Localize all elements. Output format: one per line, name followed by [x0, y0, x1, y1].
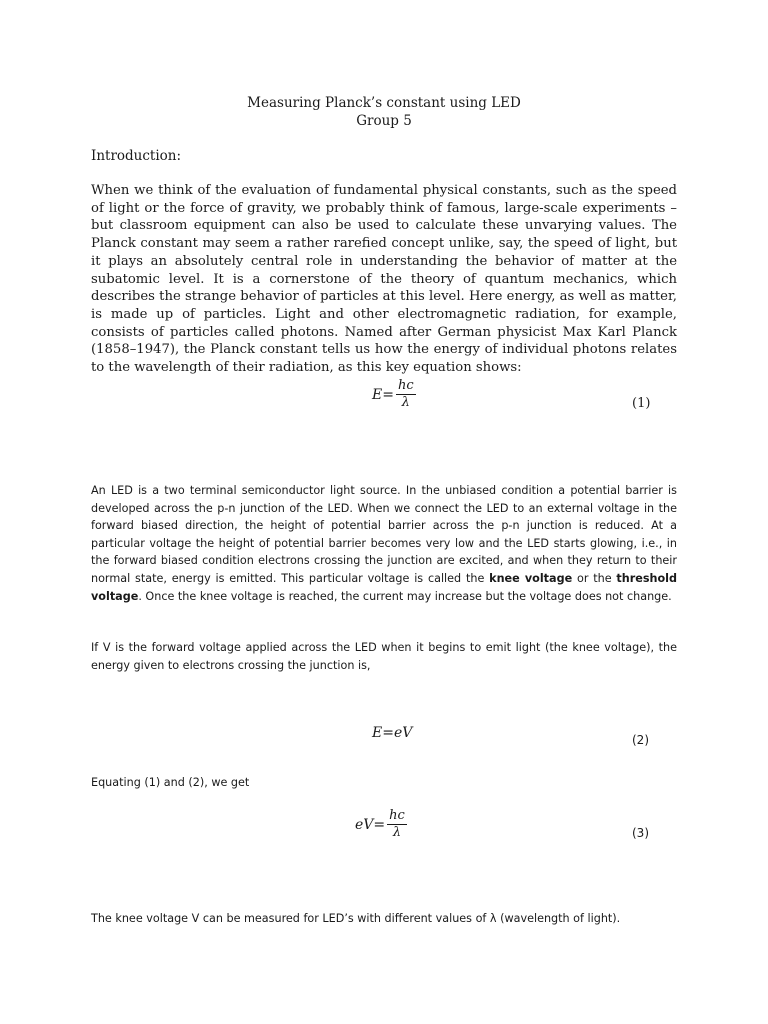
introduction-paragraph: When we think of the evaluation of fundamental physical constants, such as the speed of light or the force of gravity, we probably think of famous, large-scale experiments – but classroom equipment can also be used to calculate these unvarying values. The Planck constant may seem a rather rarefied concept unlike, say, the speed of light, but it plays an absolutely central role in understanding the behavior of matter at the subatomic level. It is a cornerstone of the theory of quantum mechanics, which describes the strange behavior of particles at this level. Here energy, as well as matter, is made up of particles. Light and other electromagnetic radiation, for example, consists of particles called photons. Named after German physicist Max Karl Planck (1858–1947), the Planck constant tells us how the energy of individual photons relates to the wavelength of their radiation, as this key equation shows: — [91, 183, 677, 376]
led-paragraph-part-1: An LED is a two terminal semiconductor light source. In the unbiased condition a potential barrier is developed across the p-n junction of the LED. When we connect the LED to an external voltage in the forward biased direction, the height of potential barrier across the p-n junction is reduced. At a particular voltage the height of potential barrier becomes very low and the LED starts glowing, i.e., in the forward biased condition electrons crossing the junction are excited, and when they return to their normal state, energy is emitted. This particular voltage is called the — [91, 484, 677, 585]
led-paragraph-part-3: . Once the knee voltage is reached, the current may increase but the voltage does not change. — [138, 589, 672, 603]
equation-1 — [372, 379, 416, 410]
introduction-heading: Introduction: — [91, 148, 182, 164]
equation-3-lhs: eV= — [355, 816, 386, 833]
equation-1-number: (1) — [632, 396, 651, 411]
equation-1-lhs: E= — [372, 386, 394, 403]
title-line-1: Measuring Planck’s constant using LED — [247, 95, 521, 111]
threshold-voltage-term: threshold voltage — [91, 571, 677, 603]
equation-3-denominator: λ — [392, 825, 402, 840]
led-paragraph — [91, 482, 677, 605]
equating-text: Equating (1) and (2), we get — [91, 776, 250, 789]
final-text: The knee voltage V can be measured for LED’s with different values of λ (wavelength of light). — [91, 912, 621, 925]
equation-1-denominator: λ — [401, 395, 410, 410]
forward-voltage-paragraph: If V is the forward voltage applied across the LED when it begins to emit light (the knee voltage), the energy given to electrons crossing the junction is, — [91, 641, 677, 672]
equation-3-number: (3) — [632, 826, 649, 840]
led-paragraph-part-2: or the — [572, 571, 617, 585]
equation-2-number: (2) — [632, 733, 649, 747]
equation-2: E=eV — [372, 725, 413, 741]
equation-3-fraction — [387, 809, 407, 840]
title-line-2: Group 5 — [356, 113, 412, 129]
equation-3 — [355, 809, 407, 840]
equation-3-numerator: hc — [389, 808, 405, 823]
equation-1-numerator: hc — [397, 378, 414, 393]
knee-voltage-term: knee voltage — [489, 571, 573, 585]
document-title — [0, 94, 768, 130]
equation-1-fraction — [396, 379, 416, 410]
